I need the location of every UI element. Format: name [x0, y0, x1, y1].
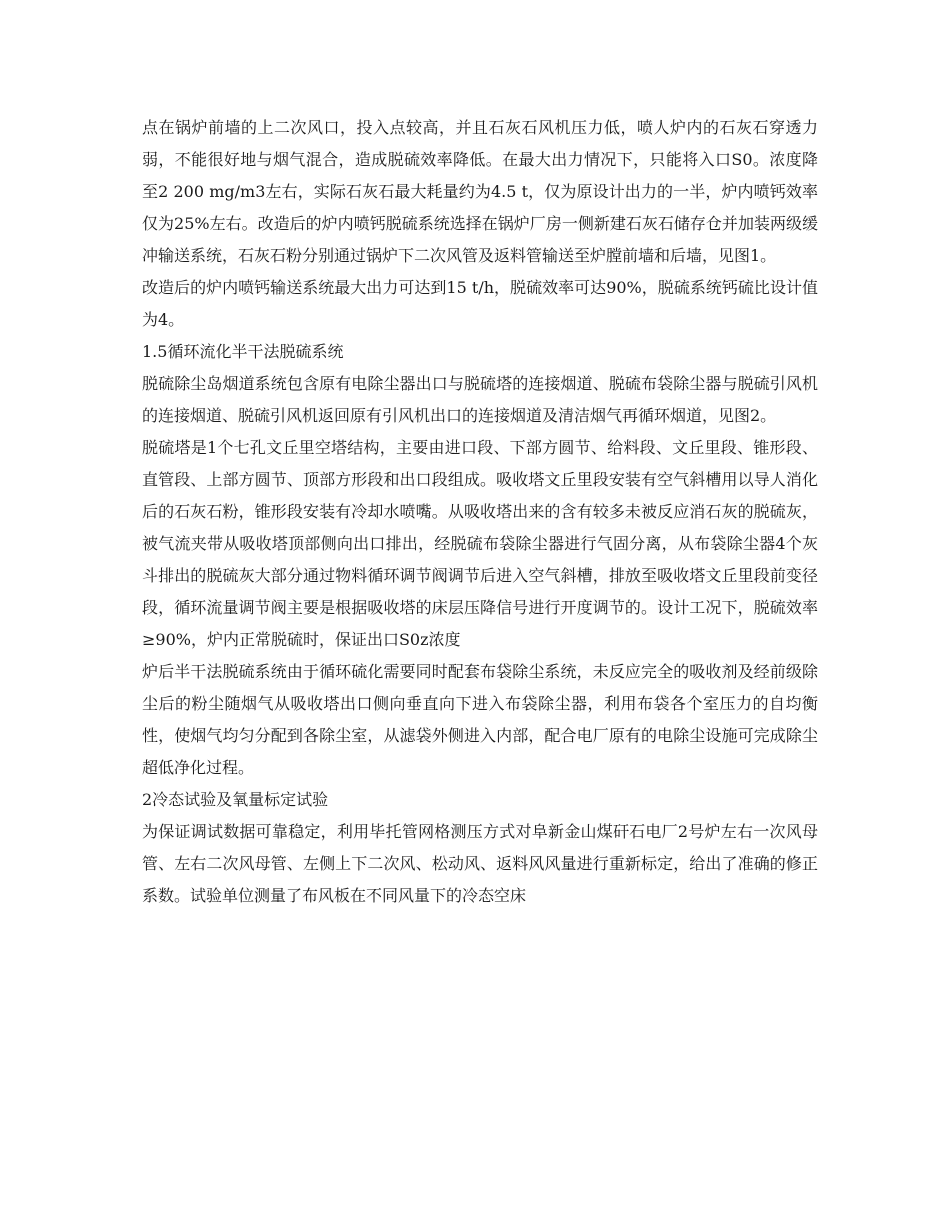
paragraph-cold-test: 为保证调试数据可靠稳定，利用毕托管网格测压方式对阜新金山煤矸石电厂2号炉左右一次风母管、左右二次风母管、左侧上下二次风、松动风、返料风风量进行重新标定，给出了准确的修正系数。试验单位测量了布风板在不同风量下的冷态空床 — [142, 822, 818, 905]
paragraph-retrofit-capacity: 改造后的炉内喷钙输送系统最大出力可达到15 t/h，脱硫效率可达90%，脱硫系统钙硫比设计值为4。 — [142, 278, 818, 329]
paragraph-desulfurization-tower: 脱硫塔是1个七孔文丘里空塔结构，主要由进口段、下部方圆节、给料段、文丘里段、锥形段、直管段、上部方圆节、顶部方形段和出口段组成。吸收塔文丘里段安装有空气斜槽用以导人消化后的石灰石粉，锥形段安装有冷却水喷嘴。从吸收塔出来的含有较多未被反应消石灰的脱硫灰，被气流夹带从吸收塔顶部侧向出口排出，经脱硫布袋除尘器进行气固分离，从布袋除尘器4个灰斗排出的脱硫灰大部分通过物料循环调节阀调节后进入空气斜槽，排放至吸收塔文丘里段前变径段，循环流量调节阀主要是根据吸收塔的床层压降信号进行开度调节的。设计工况下，脱硫效率≥90%，炉内正常脱硫时，保证出口S0z浓度 — [142, 438, 818, 649]
paragraph-flue-system: 脱硫除尘岛烟道系统包含原有电除尘器出口与脱硫塔的连接烟道、脱硫布袋除尘器与脱硫引风机的连接烟道、脱硫引风机返回原有引风机出口的连接烟道及清洁烟气再循环烟道，见图2。 — [142, 374, 818, 425]
section-heading-2: 2冷态试验及氧量标定试验 — [142, 790, 329, 809]
paragraph-bag-filter: 炉后半干法脱硫系统由于循环硫化需要同时配套布袋除尘系统，未反应完全的吸收剂及经前级除尘后的粉尘随烟气从吸收塔出口侧向垂直向下进入布袋除尘器，利用布袋各个室压力的自均衡性，使烟气均匀分配到各除尘室，从滤袋外侧进入内部，配合电厂原有的电除尘设施可完成除尘超低净化过程。 — [142, 662, 818, 777]
paragraph-limestone-injection: 点在锅炉前墙的上二次风口，投入点较高，并且石灰石风机压力低，喷人炉内的石灰石穿透力弱，不能很好地与烟气混合，造成脱硫效率降低。在最大出力情况下，只能将入口S0。浓度降至2 200 mg/m3左右，实际石灰石最大耗量约为4.5 t，仅为原设计出力的一半，炉内喷钙效率仅为25%左右。改造后的炉内喷钙脱硫系统选择在锅炉厂房一侧新建石灰石储存仓并加装两级缓冲输送系统，石灰石粉分别通过锅炉下二次风管及返料管输送至炉膛前墙和后墙，见图1。 — [142, 118, 818, 265]
section-heading-1-5: 1.5循环流化半干法脱硫系统 — [142, 342, 344, 361]
